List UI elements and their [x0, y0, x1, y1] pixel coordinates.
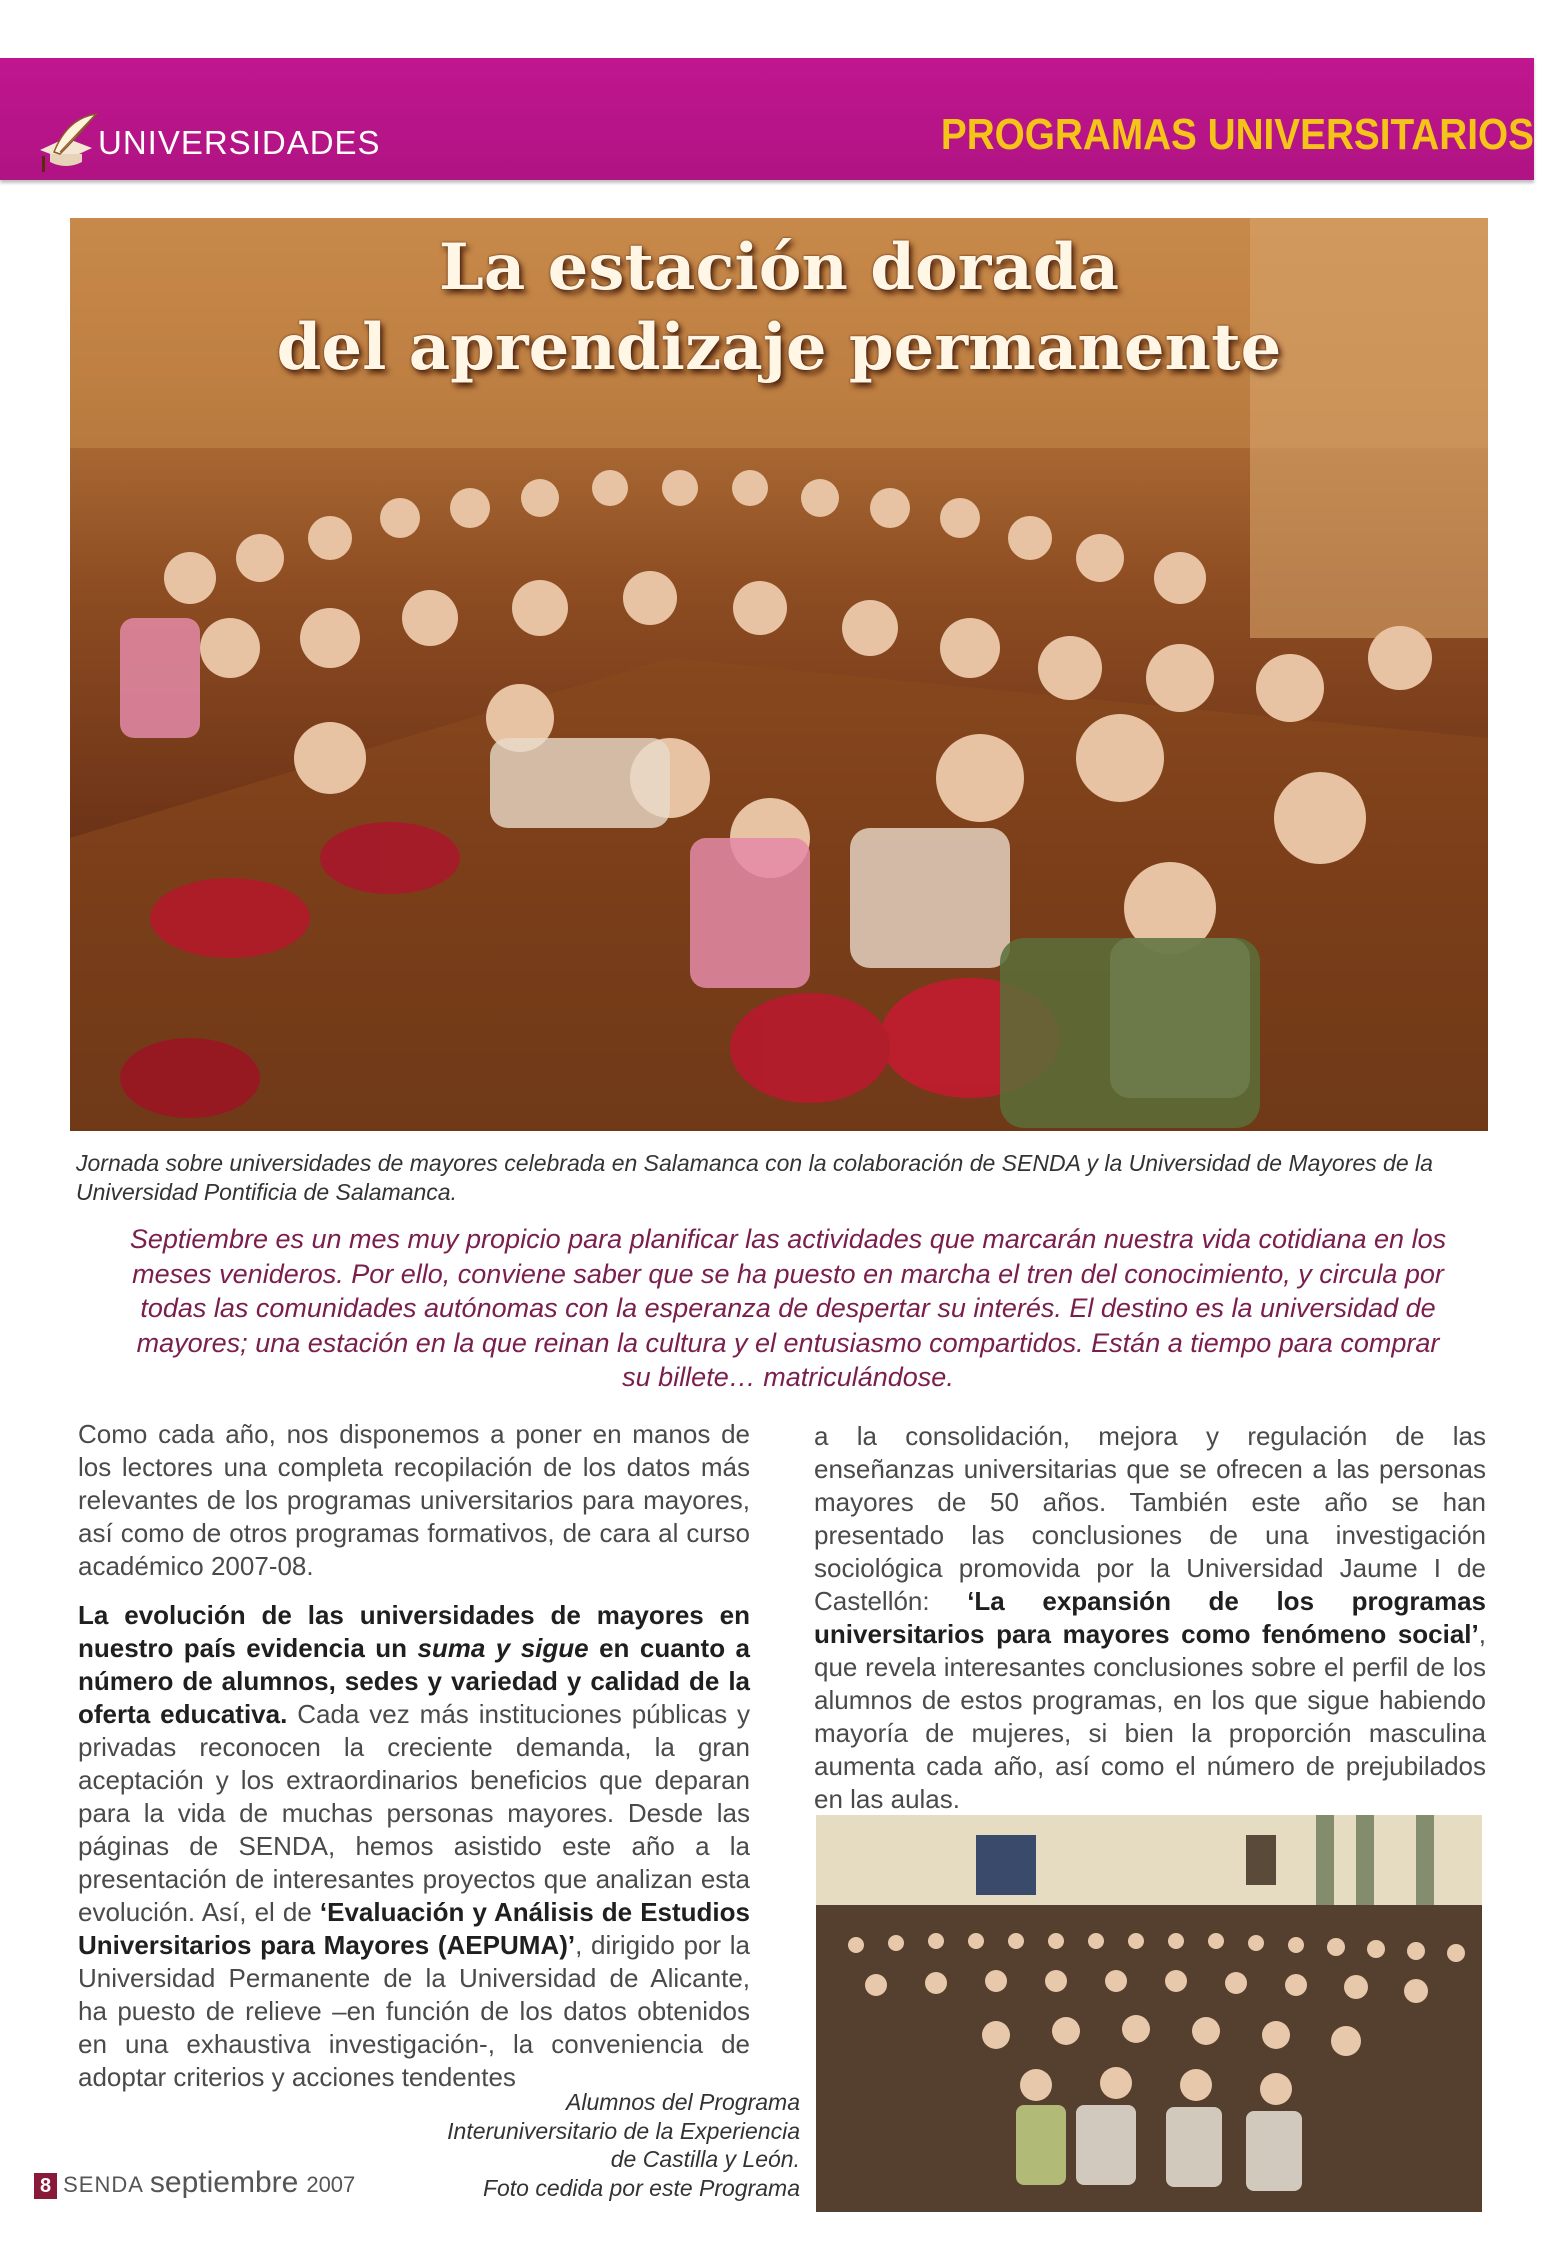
mortarboard-quill-icon	[36, 112, 98, 174]
bold-lead-italic: suma y sigue	[417, 1633, 589, 1663]
section-title: PROGRAMAS UNIVERSITARIOS	[940, 110, 1534, 159]
auditorium-illustration	[816, 1815, 1482, 2212]
paragraph-2-text-b: , dirigido por la Universidad Permanente de la Universidad de Alicante, ha puesto de relieve –en función de los datos obtenidos en una exhaustiva investigación-, la conveniencia de adoptar criterios y acciones tendentes	[78, 1930, 750, 2092]
section-label	[36, 112, 381, 174]
article-title-line1: La estación dorada	[438, 230, 1120, 305]
paragraph-3-text-b: , que revela interesantes conclusiones sobre el perfil de los alumnos de estos programas, en los que sigue habiendo mayoría de mujeres, si bien la proporción masculina aumenta cada año, así como el número de prejubilados en las aulas.	[814, 1619, 1486, 1814]
paragraph-2-text-a: Cada vez más instituciones públicas y privadas reconocen la creciente demanda, la gran aceptación y los extraordinarios beneficios que deparan para la vida de muchas personas mayores. Desde las páginas de SENDA, hemos asistido este año a la presentación de interesantes proyectos que analizan esta evolución. Así, el de	[78, 1699, 750, 1927]
article-title-line2: del aprendizaje permanente	[276, 310, 1282, 385]
page-number: 8	[34, 2173, 57, 2199]
bold-lead-b: en cuanto a número de alumnos, sedes y variedad y calidad de la oferta educativa.	[78, 1633, 750, 1729]
secondary-photo-caption	[360, 2088, 800, 2202]
paragraph-1: Como cada año, nos disponemos a poner en manos de los lectores una completa recopilación de los datos más relevantes de los programas universitarios para mayores, así como de otros programas formativos, de cara al curso académico 2007-08.	[78, 1419, 750, 1581]
caption2-line2: Interuniversitario de la Experiencia	[447, 2117, 800, 2144]
paragraph-3-text-a: a la consolidación, mejora y regulación de las enseñanzas universitarias que se ofrecen a las personas mayores de 50 años. También este año se han presentado las conclusiones de una investigación sociológica promovida por la Universidad Jaume I de Castellón:	[814, 1421, 1486, 1616]
bold-lead-a: La evolución de las universidades de mayores en nuestro país evidencia un	[78, 1600, 750, 1663]
issue-month: septiembre	[149, 2166, 299, 2199]
secondary-photo	[816, 1815, 1482, 2212]
section-left-label: UNIVERSIDADES	[98, 124, 381, 161]
hero-caption: Jornada sobre universidades de mayores celebrada en Salamanca con la colaboración de SENDA y la Universidad de Mayores de la Universidad Pontificia de Salamanca.	[76, 1150, 1433, 1205]
article-title	[70, 228, 1488, 388]
hero-photo	[70, 218, 1488, 1131]
magazine-name: SENDA	[63, 2172, 144, 2197]
paragraph-3	[814, 1420, 1486, 1816]
paragraph-2	[78, 1599, 750, 2094]
issue-year: 2007	[306, 2172, 356, 2197]
intro-lead: Septiembre es un mes muy propicio para planificar las actividades que marcarán nuestra vida cotidiana en los meses venideros. Por ello, conviene saber que se ha puesto en marcha el tren del conocimiento, y circula por todas las comunidades autónomas con la esperanza de despertar su interés. El destino es la universidad de mayores; una estación en la que reinan la cultura y el entusiasmo compartidos. Están a tiempo para comprar su billete… matriculándose.	[129, 1224, 1447, 1392]
page-footer	[34, 2166, 355, 2200]
column-right	[814, 1420, 1486, 1816]
project-name-aepuma: ‘Evaluación y Análisis de Estudios Universitarios para Mayores (AEPUMA)’	[78, 1897, 750, 1960]
column-left	[78, 1418, 750, 2094]
caption2-line4: Foto cedida por este Programa	[482, 2174, 800, 2201]
caption2-line1: Alumnos del Programa	[566, 2089, 800, 2115]
study-title: ‘La expansión de los programas universitarios para mayores como fenómeno social’	[814, 1586, 1486, 1649]
caption2-line3: de Castilla y León.	[610, 2146, 800, 2172]
